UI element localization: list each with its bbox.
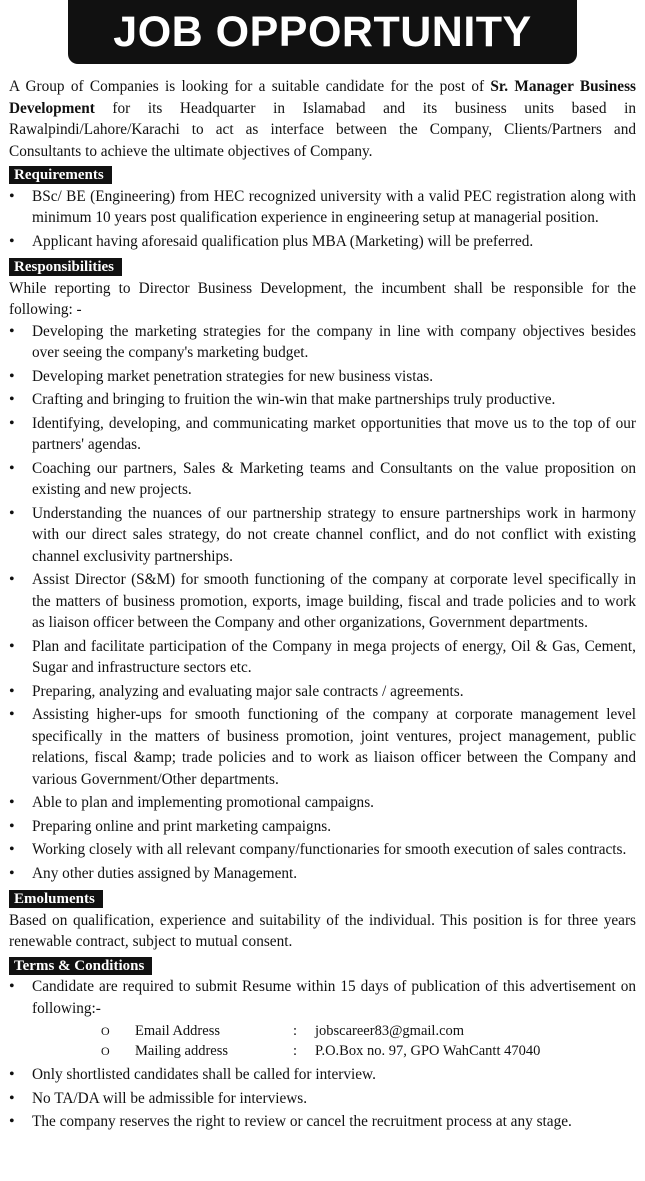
responsibilities-list [9, 321, 636, 885]
page-title: JOB OPPORTUNITY [68, 0, 577, 64]
mailing-label: Mailing address [135, 1043, 229, 1059]
list-item: • The company reserves the right to review or cancel the recruitment process at any stage. [9, 1111, 636, 1133]
intro-before: A Group of Companies is looking for a suitable candidate for the post of [9, 78, 491, 95]
mailing-colon: : [293, 1043, 298, 1059]
terms-list [9, 976, 636, 1019]
circle-bullet-icon: O [101, 1044, 110, 1058]
list-item: • Developing the marketing strategies for the company in line with company objectives besides over seeing the company's marketing budget. [9, 321, 636, 364]
mailing-row [101, 1041, 636, 1061]
list-item: • Coaching our partners, Sales & Marketing teams and Consultants on the value proposition on existing and new projects. [9, 458, 636, 501]
intro-paragraph [9, 76, 636, 162]
mailing-address: P.O.Box no. 97, GPO WahCantt 47040 [315, 1043, 541, 1059]
list-item: • Assisting higher-ups for smooth functioning of the company at corporate management level specifically in the matters of business promotion, joint ventures, project management, public relations, fiscal &amp; trade policies and to work as liaison officer between the Company and various Government/Other departments. [9, 704, 636, 790]
list-item: • Plan and facilitate participation of the Company in mega projects of energy, Oil & Gas, Cement, Sugar and infrastructure sectors etc. [9, 636, 636, 679]
intro-after: for its Headquarter in Islamabad and its business units based in Rawalpindi/Lahore/Karachi to act as interface between the Company, Clients/Partners and Consultants to achieve the ultimate objectives of Company. [9, 99, 636, 160]
responsibilities-heading: Responsibilities [9, 258, 122, 276]
requirements-heading: Requirements [9, 166, 112, 184]
email-label: Email Address [135, 1023, 220, 1039]
list-item: • Preparing, analyzing and evaluating major sale contracts / agreements. [9, 681, 636, 703]
list-item: • BSc/ BE (Engineering) from HEC recognized university with a valid PEC registration along with minimum 10 years post qualification experience in engineering setup at managerial position. [9, 186, 636, 229]
advertisement-body [9, 76, 636, 1135]
list-item: • Candidate are required to submit Resume within 15 days of publication of this advertisement on following:- [9, 976, 636, 1019]
list-item: • Preparing online and print marketing campaigns. [9, 816, 636, 838]
list-item: • Developing market penetration strategies for new business vistas. [9, 366, 636, 388]
list-item: • No TA/DA will be admissible for interviews. [9, 1088, 636, 1110]
list-item: • Understanding the nuances of our partnership strategy to ensure partnerships work in harmony with our direct sales strategy, do not create channel conflict, and do not conflict with existing channel exclusivity partnerships. [9, 503, 636, 568]
post-title: Sr. Manager Business Development [9, 78, 636, 117]
list-item: • Assist Director (S&M) for smooth functioning of the company at corporate level specifically in the matters of business promotion, exports, image building, fiscal and trade policies and to work as liaison officer between the Company and other organizations, Government departments. [9, 569, 636, 634]
circle-bullet-icon: O [101, 1024, 110, 1038]
list-item: • Identifying, developing, and communicating market opportunities that move us to the top of our partners' agendas. [9, 413, 636, 456]
email-address[interactable]: jobscareer83@gmail.com [315, 1023, 465, 1039]
terms-list-more [9, 1064, 636, 1133]
list-item: • Only shortlisted candidates shall be called for interview. [9, 1064, 636, 1086]
email-row [101, 1021, 636, 1041]
responsibilities-intro: While reporting to Director Business Development, the incumbent shall be responsible for the following: - [9, 279, 636, 318]
requirements-list [9, 186, 636, 253]
list-item: • Working closely with all relevant company/functionaries for smooth execution of sales contracts. [9, 839, 636, 861]
terms-heading: Terms & Conditions [9, 957, 152, 975]
emoluments-text: Based on qualification, experience and suitability of the individual. This position is for three years renewable contract, subject to mutual consent. [9, 911, 636, 950]
email-colon: : [293, 1023, 298, 1039]
emoluments-heading: Emoluments [9, 890, 103, 908]
list-item: • Able to plan and implementing promotional campaigns. [9, 792, 636, 814]
list-item: • Applicant having aforesaid qualification plus MBA (Marketing) will be preferred. [9, 231, 636, 253]
list-item: • Any other duties assigned by Management. [9, 863, 636, 885]
list-item: • Crafting and bringing to fruition the win-win that make partnerships truly productive. [9, 389, 636, 411]
